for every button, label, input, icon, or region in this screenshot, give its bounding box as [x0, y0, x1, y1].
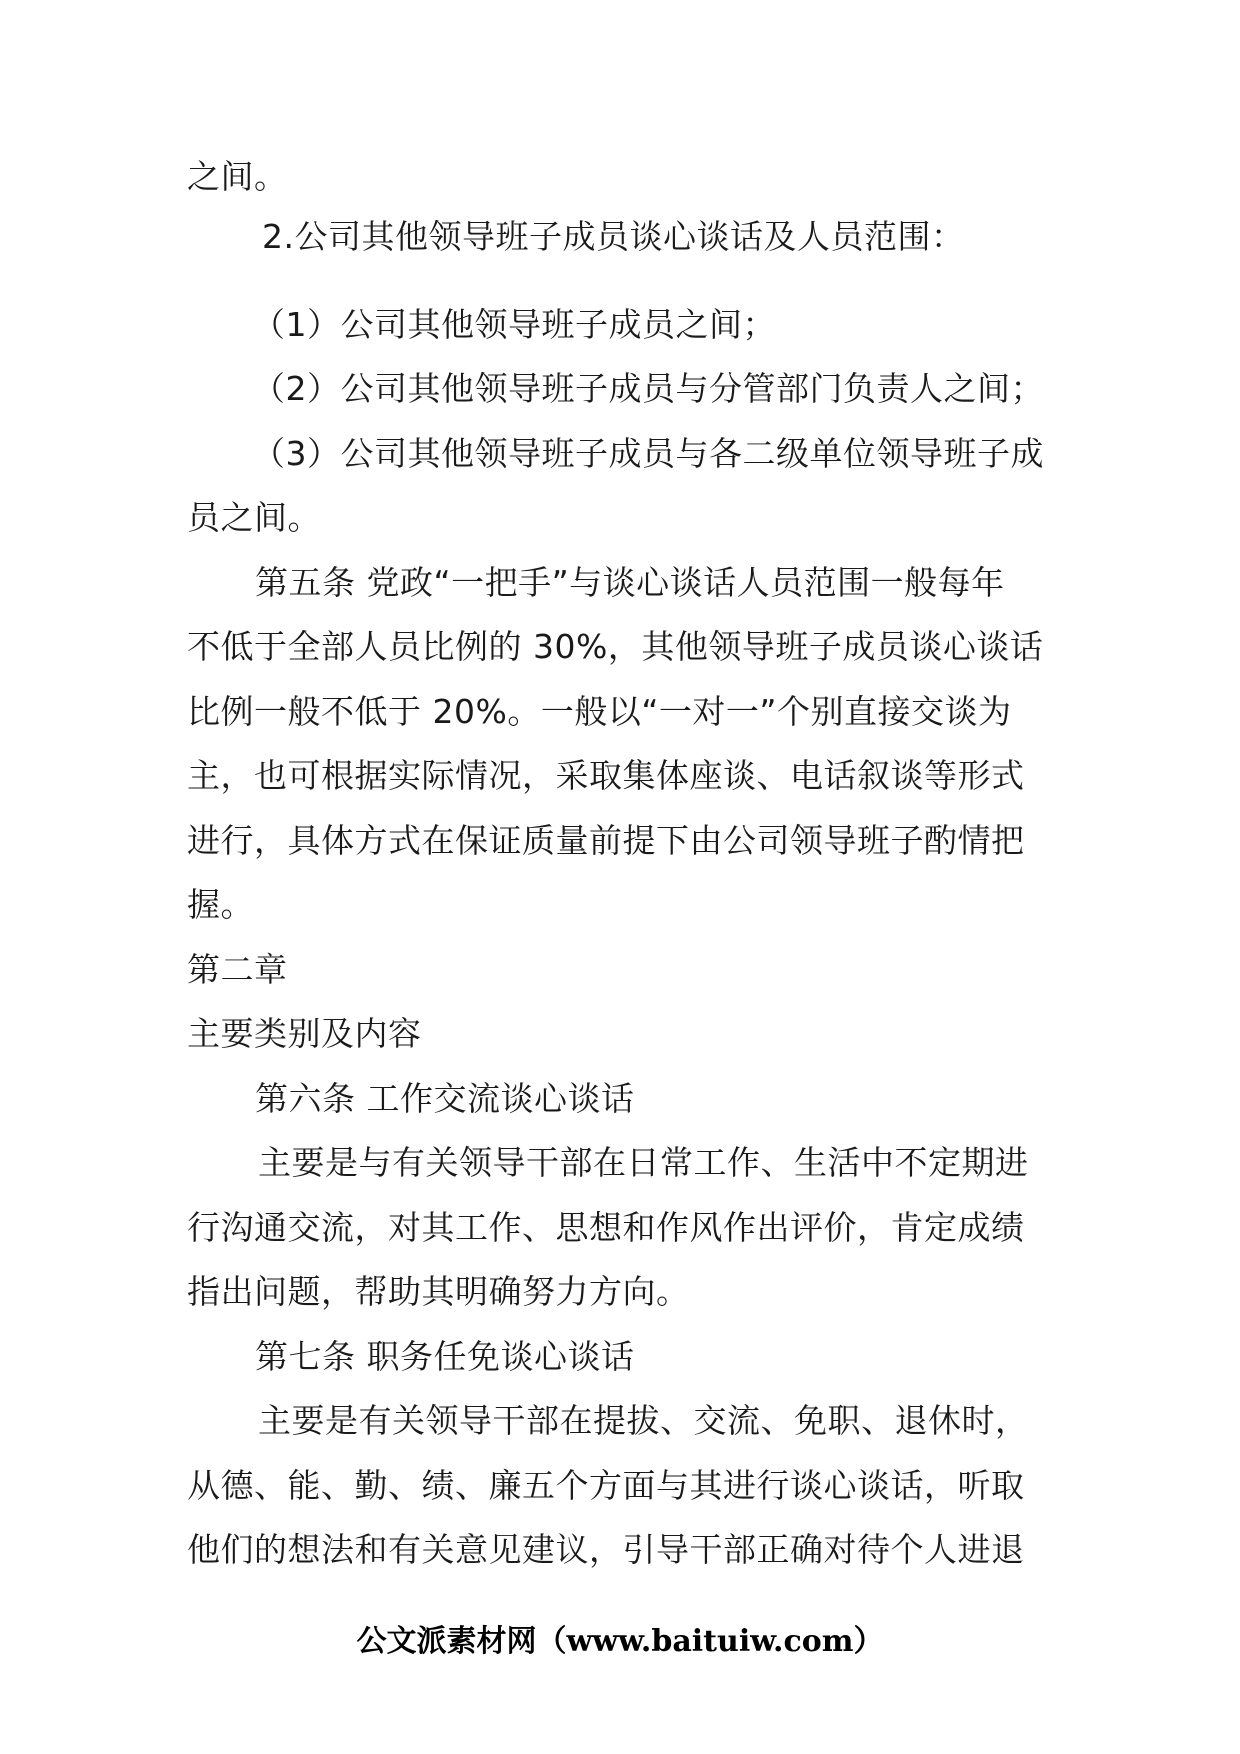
body-line: 主要是有关领导干部在提拔、交流、免职、退休时，: [258, 1401, 1029, 1440]
body-line: 他们的想法和有关意见建议，引导干部正确对待个人进退: [187, 1530, 1025, 1569]
body-line: 指出问题，帮助其明确努力方向。: [187, 1272, 690, 1311]
chapter-number: 第二章: [187, 950, 288, 989]
body-line: （1）公司其他领导班子成员之间；: [252, 305, 776, 344]
body-line: 比例一般不低于 20%。一般以“一对一”个别直接交谈为: [187, 692, 1012, 731]
footer-source: 公文派素材网（www.baituiw.com）: [356, 1624, 884, 1659]
body-line: 之间。: [187, 157, 288, 196]
body-line: 从德、能、勤、绩、廉五个方面与其进行谈心谈话，听取: [187, 1466, 1025, 1505]
chapter-title: 主要类别及内容: [187, 1014, 422, 1053]
body-line: 员之间。: [187, 498, 321, 537]
body-line: 进行，具体方式在保证质量前提下由公司领导班子酌情把: [187, 821, 1025, 860]
body-line: 握。: [187, 885, 254, 924]
article-heading: 第六条 工作交流谈心谈话: [255, 1079, 635, 1118]
body-line: 不低于全部人员比例的 30%，其他领导班子成员谈心谈话: [187, 627, 1044, 666]
body-line: 主，也可根据实际情况，采取集体座谈、电话叙谈等形式: [187, 756, 1025, 795]
body-line: （2）公司其他领导班子成员与分管部门负责人之间；: [252, 369, 1044, 408]
body-line: 主要是与有关领导干部在日常工作、生活中不定期进: [258, 1143, 1029, 1182]
body-line: 行沟通交流，对其工作、思想和作风作出评价，肯定成绩: [187, 1208, 1025, 1247]
body-line: （3）公司其他领导班子成员与各二级单位领导班子成: [252, 434, 1044, 473]
body-line: 第五条 党政“一把手”与谈心谈话人员范围一般每年: [255, 563, 1005, 602]
body-line: 2.公司其他领导班子成员谈心谈话及人员范围：: [262, 217, 965, 256]
article-heading: 第七条 职务任免谈心谈话: [255, 1337, 635, 1376]
